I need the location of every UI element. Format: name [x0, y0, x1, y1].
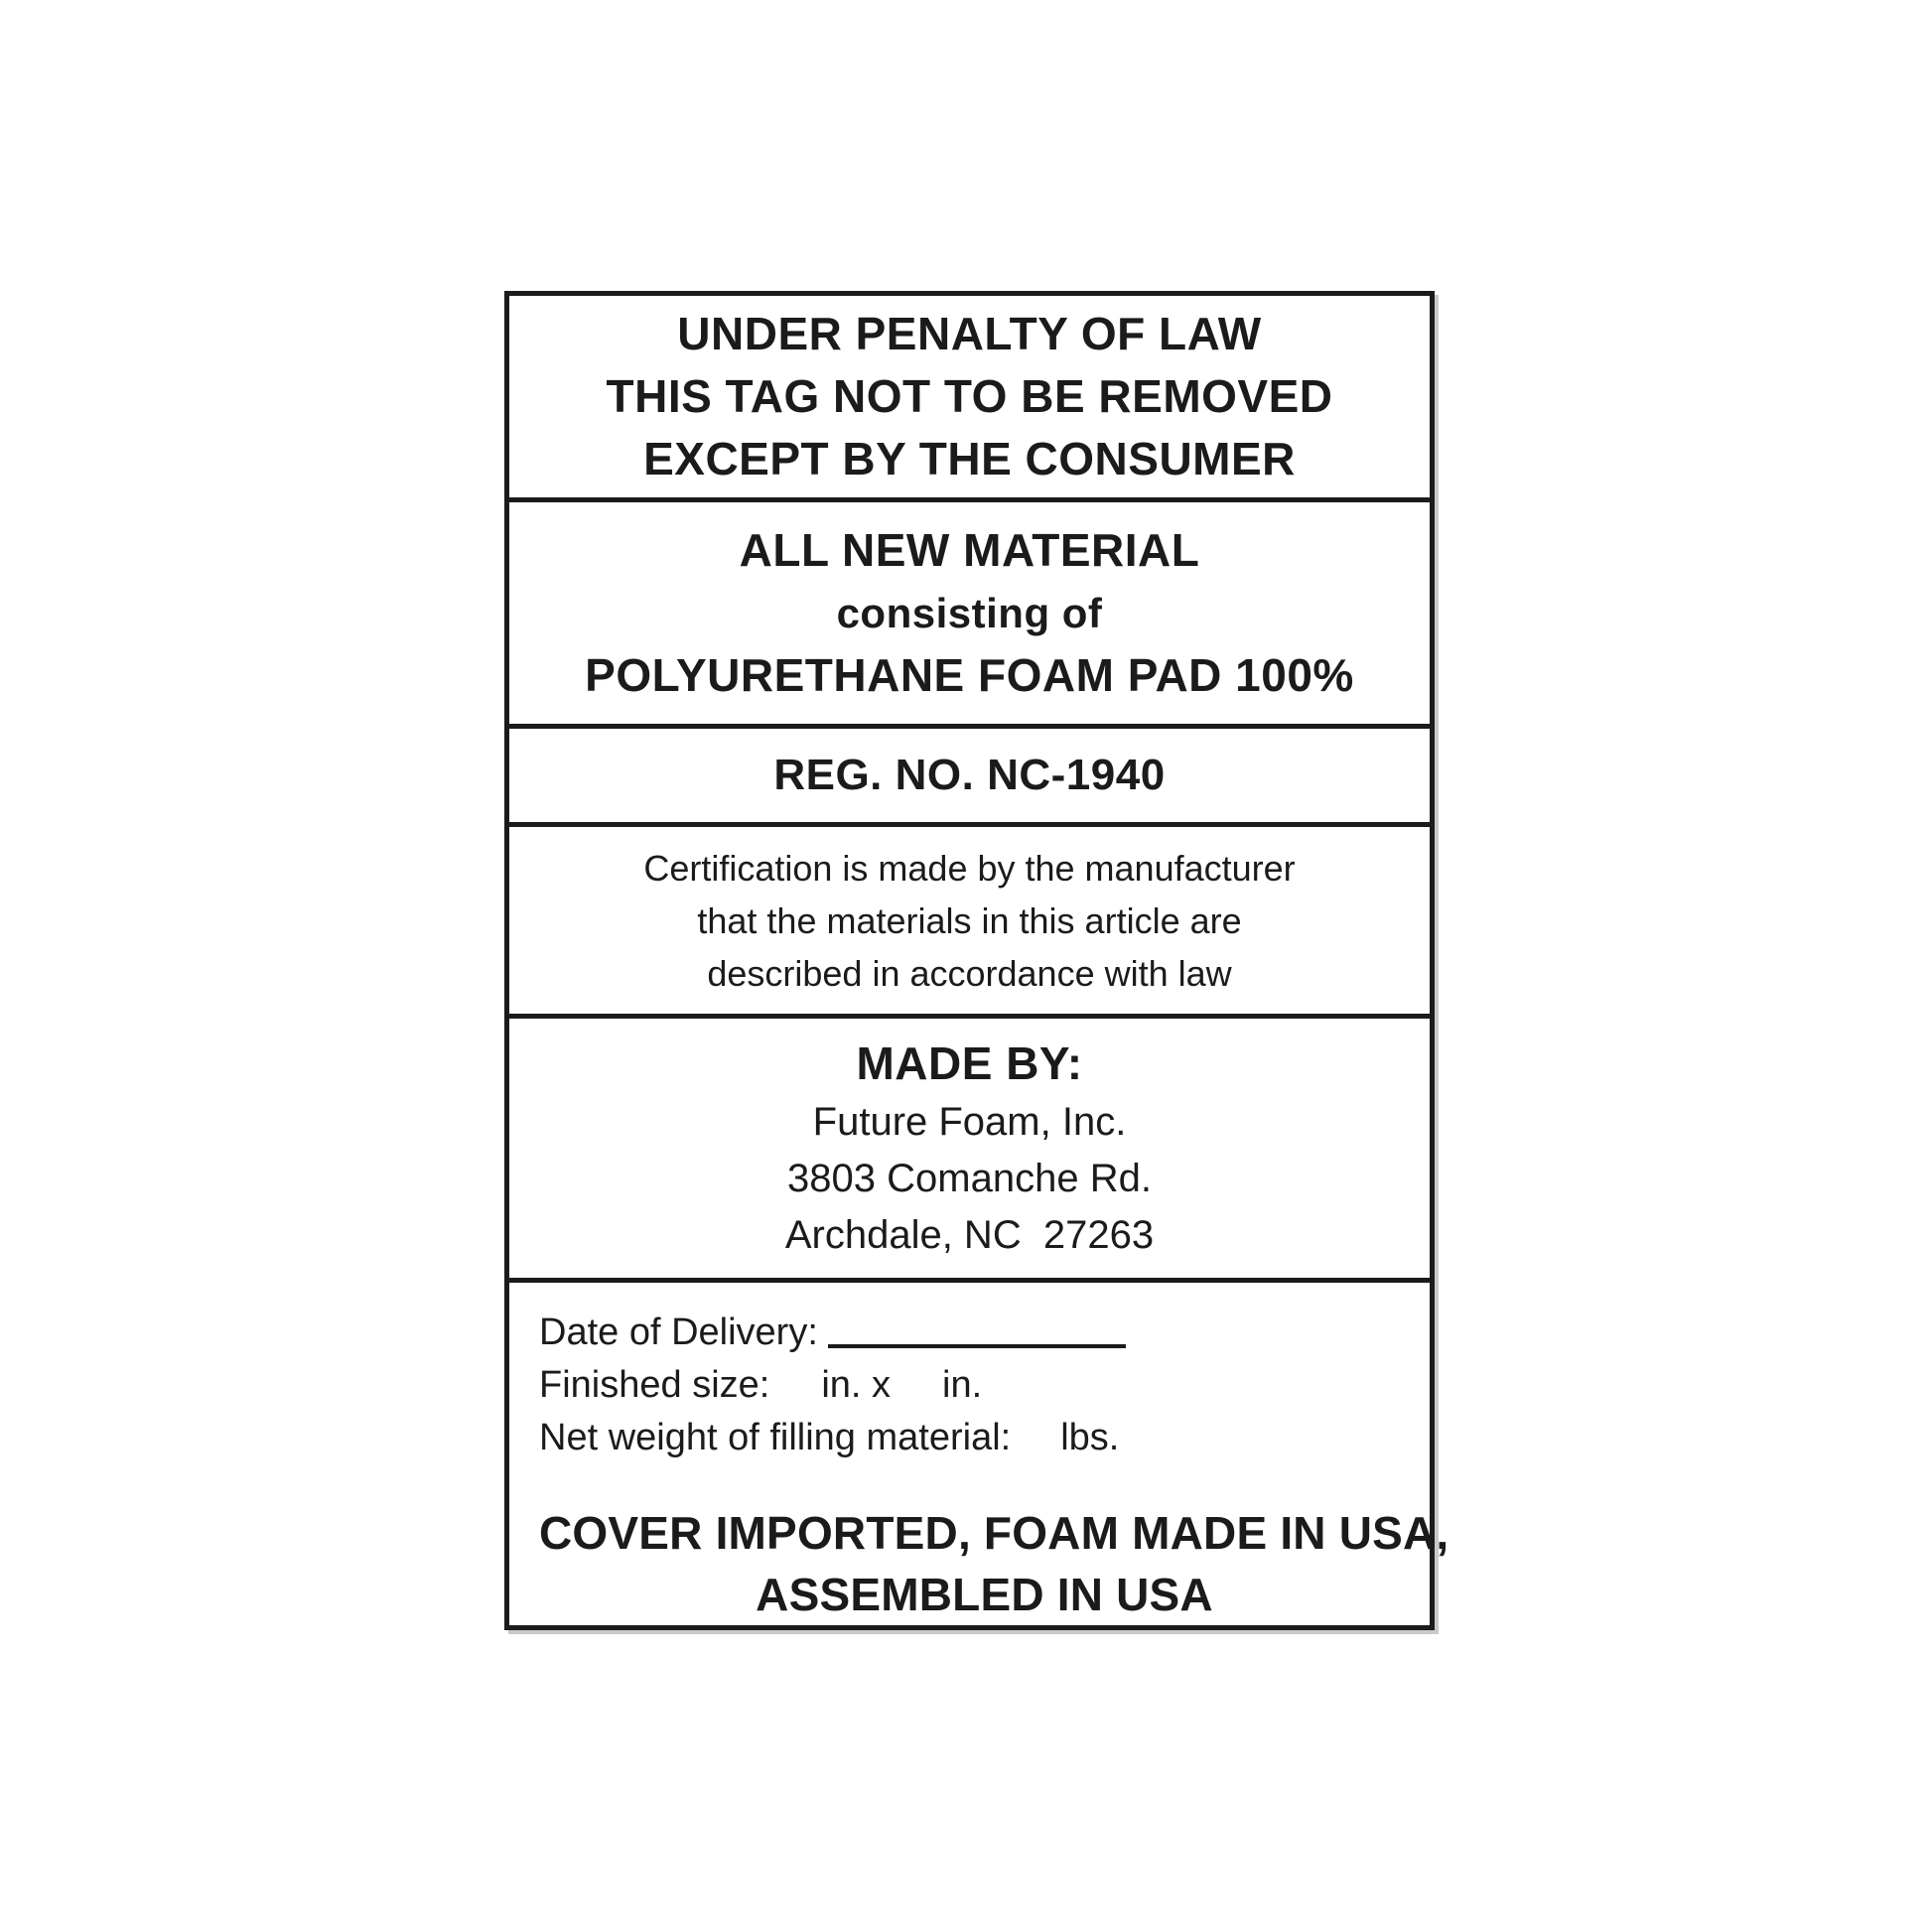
- finished-size-unit-1: in. x: [821, 1363, 892, 1406]
- date-of-delivery-line: [539, 1307, 1430, 1359]
- material-line-2: consisting of: [836, 589, 1103, 636]
- penalty-line-1: UNDER PENALTY OF LAW: [677, 308, 1262, 360]
- manufacturer-name: Future Foam, Inc.: [812, 1099, 1127, 1144]
- origin-line-2: ASSEMBLED IN USA: [756, 1568, 1213, 1620]
- net-weight-label: Net weight of filling material:: [539, 1416, 1012, 1458]
- material-section: [509, 497, 1430, 724]
- finished-size-label: Finished size:: [539, 1363, 770, 1406]
- certification-line-1: Certification is made by the manufacturer: [643, 847, 1296, 889]
- penalty-line-2: THIS TAG NOT TO BE REMOVED: [606, 370, 1333, 423]
- manufacturer-street: 3803 Comanche Rd.: [787, 1156, 1152, 1200]
- date-of-delivery-blank: [828, 1311, 1126, 1348]
- fill-in-section: [509, 1278, 1449, 1625]
- date-of-delivery-label: Date of Delivery:: [539, 1311, 818, 1353]
- origin-line-1: COVER IMPORTED, FOAM MADE IN USA,: [539, 1506, 1449, 1559]
- penalty-line-3: EXCEPT BY THE CONSUMER: [643, 433, 1296, 485]
- certification-line-2: that the materials in this article are: [697, 899, 1242, 941]
- certification-section: [509, 822, 1430, 1013]
- manufacturer-city-state-zip: Archdale, NC 27263: [784, 1212, 1155, 1257]
- material-line-3: POLYURETHANE FOAM PAD 100%: [585, 648, 1354, 701]
- registration-number: REG. NO. NC-1940: [773, 751, 1166, 800]
- net-weight-unit: lbs.: [1060, 1416, 1120, 1458]
- origin-statement: [539, 1502, 1449, 1625]
- made-by-section: [509, 1014, 1430, 1278]
- material-line-1: ALL NEW MATERIAL: [739, 523, 1200, 576]
- certification-line-3: described in accordance with law: [707, 952, 1232, 994]
- made-by-heading: MADE BY:: [856, 1036, 1083, 1089]
- finished-size-line: [539, 1359, 1430, 1412]
- penalty-section: [509, 296, 1430, 497]
- finished-size-unit-2: in.: [942, 1363, 983, 1406]
- law-label: [504, 291, 1449, 1630]
- net-weight-line: [539, 1412, 1430, 1464]
- registration-section: [509, 724, 1430, 823]
